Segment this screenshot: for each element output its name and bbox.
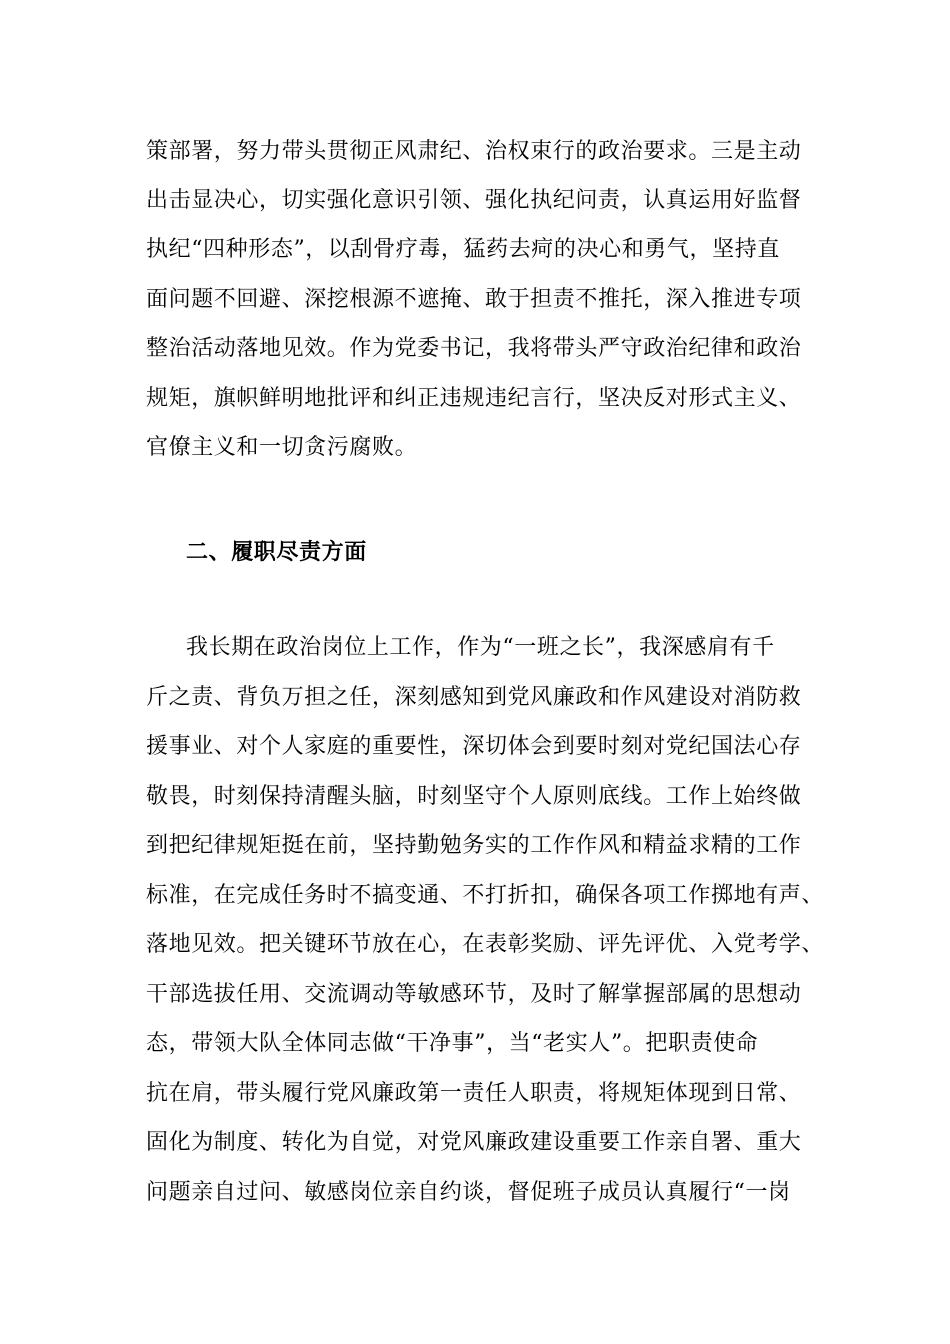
paragraph-2-line: 到把纪律规矩挺在前，坚持勤勉务实的工作作风和精益求精的工作 [146,833,802,858]
paragraph-2-line: 干部选拔任用、交流调动等敏感环节，及时了解掌握部属的思想动 [146,982,802,1007]
paragraph-2-line: 标准，在完成任务时不搞变通、不打折扣，确保各项工作掷地有声、 [146,883,825,908]
paragraph-1-line: 整治活动落地见效。作为党委书记，我将带头严守政治纪律和政治 [146,336,802,361]
paragraph-2-line: 我长期在政治岗位上工作，作为“一班之长”，我深感肩有千 [186,635,775,660]
paragraph-1-line: 执纪“四种形态”，以刮骨疗毒，猛药去疴的决心和勇气，坚持直 [146,237,780,262]
paragraph-2-line: 抗在肩，带头履行党风廉政第一责任人职责，将规矩体现到日常、 [146,1081,802,1106]
paragraph-2-line: 固化为制度、转化为自觉，对党风廉政建设重要工作亲自署、重大 [146,1130,802,1155]
paragraph-1-line: 官僚主义和一切贪污腐败。 [146,435,418,460]
paragraph-1-line: 出击显决心，切实强化意识引领、强化执纪问责，认真运用好监督 [146,188,802,213]
paragraph-2-line: 援事业、对个人家庭的重要性，深切体会到要时刻对党纪国法心存 [146,734,802,759]
paragraph-2-line: 态，带领大队全体同志做“干净事”，当“老实人”。把职责使命 [146,1031,759,1056]
paragraph-2-line: 斤之责、背负万担之任，深刻感知到党风廉政和作风建设对消防救 [146,685,802,710]
paragraph-1-line: 面问题不回避、深挖根源不遮掩、敢于担责不推托，深入推进专项 [146,287,802,312]
paragraph-2-line: 问题亲自过问、敏感岗位亲自约谈，督促班子成员认真履行“一岗 [146,1180,791,1205]
paragraph-1-line: 规矩，旗帜鲜明地批评和纠正违规违纪言行，坚决反对形式主义、 [146,386,802,411]
paragraph-2-line: 落地见效。把关键环节放在心，在表彰奖励、评先评优、入党考学、 [146,932,825,957]
paragraph-2-line: 敬畏，时刻保持清醒头脑，时刻坚守个人原则底线。工作上始终做 [146,784,802,809]
paragraph-1-line: 策部署，努力带头贯彻正风肃纪、治权束行的政治要求。三是主动 [146,139,802,164]
section-heading: 二、履职尽责方面 [186,539,367,565]
